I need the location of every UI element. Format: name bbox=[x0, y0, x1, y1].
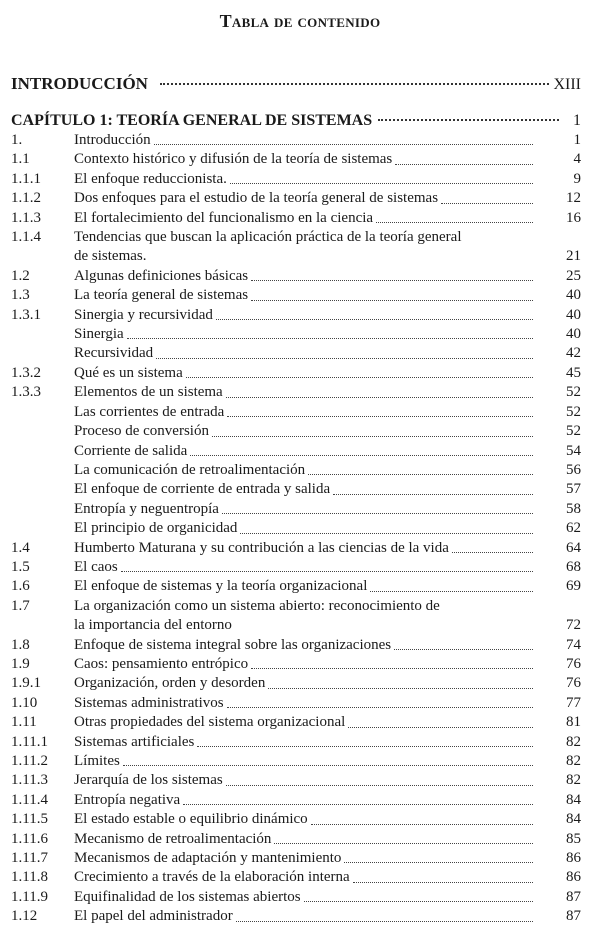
toc-entry-number: 1.11.6 bbox=[11, 830, 48, 847]
toc-entry-number: 1. bbox=[11, 132, 23, 148]
dot-leader bbox=[123, 765, 533, 766]
toc-entry-page: 76 bbox=[566, 675, 581, 692]
toc-entry-title bbox=[74, 383, 551, 402]
dot-leader bbox=[251, 280, 533, 281]
toc-entry-label: Recursividad bbox=[74, 345, 154, 362]
toc-entry-number: 1.1.2 bbox=[11, 190, 41, 207]
toc-entry-title bbox=[74, 403, 551, 422]
dot-leader bbox=[226, 397, 533, 398]
toc-entry-label: Corriente de salida bbox=[74, 442, 188, 459]
dot-leader bbox=[308, 474, 533, 475]
toc-entry-label: El estado estable o equilibrio dinámico bbox=[74, 811, 308, 828]
dot-leader bbox=[251, 668, 533, 669]
toc-entry-title bbox=[74, 888, 551, 907]
toc-entry-number: 1.7 bbox=[11, 597, 30, 614]
toc-entry-page: 4 bbox=[573, 151, 581, 168]
toc-entry[interactable] bbox=[11, 539, 581, 558]
toc-entry-title bbox=[74, 771, 551, 790]
dot-leader bbox=[353, 882, 533, 883]
toc-entry-number: 1.3.1 bbox=[11, 306, 41, 323]
toc-entry-title bbox=[74, 558, 551, 577]
toc-entry[interactable] bbox=[11, 480, 581, 499]
toc-entry-label: Sinergia y recursividad bbox=[74, 306, 213, 323]
toc-entry-title bbox=[74, 150, 551, 169]
toc-entry-label: Organización, orden y desorden bbox=[74, 675, 266, 692]
toc-entry-label: Entropía y neguentropía bbox=[74, 500, 219, 517]
toc-entry-label: Introducción bbox=[74, 132, 151, 148]
toc-entry[interactable] bbox=[11, 713, 581, 732]
dot-leader bbox=[370, 591, 533, 592]
dot-leader bbox=[160, 83, 549, 85]
toc-entry-title bbox=[74, 810, 551, 829]
dot-leader bbox=[190, 455, 533, 456]
dot-leader bbox=[333, 494, 533, 495]
toc-entry-page: 40 bbox=[566, 326, 581, 343]
toc-entry-page: 87 bbox=[566, 908, 581, 925]
toc-entry[interactable] bbox=[11, 733, 581, 752]
toc-entry-page: 12 bbox=[566, 190, 581, 207]
dot-leader bbox=[304, 901, 533, 902]
toc-entry-title bbox=[74, 636, 551, 655]
toc-entry-page: 81 bbox=[566, 714, 581, 731]
toc-entry-page: 58 bbox=[566, 500, 581, 517]
toc-entry-number: 1.1.4 bbox=[11, 229, 41, 246]
toc-entry-label: Otras propiedades del sistema organizacional bbox=[74, 714, 346, 731]
toc-entry-page: 40 bbox=[566, 306, 581, 323]
toc-entry-label: Sistemas administrativos bbox=[74, 694, 224, 711]
toc-entry-title bbox=[74, 733, 551, 752]
toc-entry-page: 64 bbox=[566, 539, 581, 556]
toc-entry-label: El principio de organicidad bbox=[74, 520, 238, 537]
toc-entry-number: 1.11.4 bbox=[11, 791, 48, 808]
dot-leader bbox=[441, 203, 533, 204]
toc-entry-title bbox=[74, 189, 551, 208]
toc-entry-title bbox=[74, 480, 551, 499]
toc-entry[interactable] bbox=[11, 267, 581, 286]
toc-entry-title bbox=[74, 209, 551, 228]
toc-entry[interactable] bbox=[11, 577, 581, 596]
toc-entry[interactable] bbox=[11, 209, 581, 228]
toc-entry-title bbox=[74, 694, 551, 713]
toc-entry-page: 25 bbox=[566, 267, 581, 284]
toc-entry-label: Mecanismo de retroalimentación bbox=[74, 830, 272, 847]
toc-entry-page: 56 bbox=[566, 461, 581, 478]
dot-leader bbox=[251, 300, 533, 301]
toc-entry[interactable] bbox=[11, 189, 581, 208]
dot-leader bbox=[227, 416, 533, 417]
dot-leader bbox=[274, 843, 533, 844]
toc-entry[interactable] bbox=[11, 810, 581, 829]
toc-entry-page: 52 bbox=[566, 384, 581, 401]
toc-entry-label: Las corrientes de entrada bbox=[74, 403, 225, 420]
dot-leader bbox=[344, 862, 533, 863]
dot-leader bbox=[186, 377, 533, 378]
toc-entry-title bbox=[74, 267, 551, 286]
toc-entry-number: 1.1 bbox=[11, 151, 30, 168]
toc-entry-title-line: de sistemas. bbox=[74, 248, 147, 265]
toc-entry-page: 86 bbox=[566, 869, 581, 886]
toc-entry-page: 82 bbox=[566, 772, 581, 789]
dot-leader bbox=[268, 688, 533, 689]
toc-entry-page: 72 bbox=[566, 617, 581, 634]
toc-entry[interactable] bbox=[11, 674, 581, 693]
toc-entry-label: Caos: pensamiento entrópico bbox=[74, 655, 249, 672]
toc-entry-number: 1.11.8 bbox=[11, 869, 48, 886]
toc-entry-title bbox=[74, 752, 551, 771]
dot-leader bbox=[212, 436, 533, 437]
toc-entry-title bbox=[74, 131, 551, 150]
toc-entry-label: El enfoque reduccionista. bbox=[74, 170, 227, 187]
toc-entry[interactable] bbox=[11, 383, 581, 402]
dot-leader bbox=[227, 707, 533, 708]
toc-entry-label: Entropía negativa bbox=[74, 791, 181, 808]
toc-entry-number: 1.5 bbox=[11, 558, 30, 575]
dot-leader bbox=[376, 222, 533, 223]
toc-entry-title bbox=[74, 577, 551, 596]
dot-leader bbox=[216, 319, 533, 320]
toc-entry-title bbox=[74, 364, 551, 383]
toc-entry[interactable] bbox=[11, 500, 581, 519]
toc-entry-title bbox=[74, 442, 551, 461]
toc-entry[interactable] bbox=[11, 131, 581, 150]
toc-entry-page: 52 bbox=[566, 423, 581, 440]
toc-introduction[interactable] bbox=[11, 74, 581, 94]
toc-entry[interactable] bbox=[11, 170, 581, 189]
toc-entry-label: Elementos de un sistema bbox=[74, 384, 223, 401]
toc-entry[interactable] bbox=[11, 228, 581, 267]
toc-entry-number: 1.11.9 bbox=[11, 888, 48, 905]
toc-entry-title bbox=[74, 597, 551, 636]
toc-entry-label: El fortalecimiento del funcionalismo en la ciencia bbox=[74, 209, 374, 226]
toc-entry-page: 82 bbox=[566, 733, 581, 750]
toc-entry-title-line: la importancia del entorno bbox=[74, 617, 232, 634]
page-title: Tabla de contenido bbox=[219, 11, 381, 31]
toc-entry-label: El enfoque de corriente de entrada y salida bbox=[74, 481, 331, 498]
toc-entry-title-line: Tendencias que buscan la aplicación práctica de la teoría general bbox=[74, 229, 462, 246]
toc-entry-label: Contexto histórico y difusión de la teoría de sistemas bbox=[74, 151, 393, 168]
toc-entry[interactable] bbox=[11, 461, 581, 480]
toc-entry[interactable] bbox=[11, 344, 581, 363]
toc-entry-number: 1.9 bbox=[11, 655, 30, 672]
toc-entry-label: Dos enfoques para el estudio de la teoría general de sistemas bbox=[74, 190, 439, 207]
toc-entry-page: 9 bbox=[573, 170, 581, 187]
dot-leader bbox=[230, 183, 533, 184]
toc-entry[interactable] bbox=[11, 306, 581, 325]
toc-entry-number: 1.3.3 bbox=[11, 384, 41, 401]
toc-entry-title bbox=[74, 325, 551, 344]
dot-leader bbox=[240, 533, 533, 534]
toc-entry-page: 52 bbox=[566, 403, 581, 420]
dot-leader bbox=[121, 571, 533, 572]
toc-entry-number: 1.11.2 bbox=[11, 753, 48, 769]
toc-entry-title bbox=[74, 519, 551, 538]
toc-entry-page: 21 bbox=[566, 248, 581, 265]
toc-entry-label: Límites bbox=[74, 753, 120, 769]
toc-entry-label: El papel del administrador bbox=[74, 908, 233, 925]
toc-entry-title bbox=[74, 830, 551, 849]
dot-leader bbox=[378, 119, 559, 121]
toc-entry-title bbox=[74, 713, 551, 732]
dot-leader bbox=[394, 649, 533, 650]
dot-leader bbox=[311, 824, 533, 825]
toc-entry-number: 1.11.3 bbox=[11, 772, 48, 789]
toc-entry[interactable] bbox=[11, 442, 581, 461]
toc-entry-page: 57 bbox=[566, 481, 581, 498]
toc-entry-number: 1.11 bbox=[11, 714, 37, 731]
toc-entry-page: 62 bbox=[566, 520, 581, 537]
toc-entry-title bbox=[74, 306, 551, 325]
toc-entry-title bbox=[74, 170, 551, 189]
dot-leader bbox=[226, 785, 533, 786]
toc-entry-page: 74 bbox=[566, 636, 581, 653]
toc-entry[interactable] bbox=[11, 597, 581, 636]
toc-entry-title bbox=[74, 791, 551, 810]
dot-leader bbox=[154, 144, 533, 145]
toc-entry-label: Equifinalidad de los sistemas abiertos bbox=[74, 888, 301, 905]
toc-entry[interactable] bbox=[11, 636, 581, 655]
dot-leader bbox=[156, 358, 533, 359]
toc-entry-label: Proceso de conversión bbox=[74, 423, 209, 440]
toc-entry-label: La teoría general de sistemas bbox=[74, 287, 249, 304]
introduction-page: XIII bbox=[553, 76, 581, 93]
toc-entry[interactable] bbox=[11, 694, 581, 713]
toc-entry[interactable] bbox=[11, 325, 581, 344]
toc-entry-label: Algunas definiciones básicas bbox=[74, 267, 249, 284]
toc-entry-label: Qué es un sistema bbox=[74, 364, 183, 381]
toc-entry[interactable] bbox=[11, 403, 581, 422]
toc-entry-label: Jerarquía de los sistemas bbox=[74, 772, 223, 789]
toc-entry-title bbox=[74, 539, 551, 558]
toc-entry-number: 1.11.5 bbox=[11, 811, 48, 828]
toc-entry-title-line: La organización como un sistema abierto: reconocimiento de bbox=[74, 597, 440, 614]
toc-entry-number: 1.4 bbox=[11, 539, 30, 556]
toc-entry[interactable] bbox=[11, 655, 581, 674]
chapter-page: 1 bbox=[573, 112, 581, 129]
toc-entry-number: 1.11.1 bbox=[11, 733, 48, 750]
toc-entry[interactable] bbox=[11, 771, 581, 790]
toc-entry-title bbox=[74, 868, 551, 887]
toc-entry-number: 1.9.1 bbox=[11, 675, 41, 692]
dot-leader bbox=[183, 804, 533, 805]
toc-entry[interactable] bbox=[11, 364, 581, 383]
toc-entry-number: 1.8 bbox=[11, 636, 30, 653]
toc-entry-page: 69 bbox=[566, 578, 581, 595]
dot-leader bbox=[222, 513, 533, 514]
toc-entry-page: 84 bbox=[566, 811, 581, 828]
toc-chapter-1[interactable] bbox=[11, 112, 581, 130]
toc-entry-number: 1.3 bbox=[11, 287, 30, 304]
toc-entry[interactable] bbox=[11, 868, 581, 887]
toc-entry-page: 85 bbox=[566, 830, 581, 847]
chapter-label: CAPÍTULO 1: TEORÍA GENERAL DE SISTEMAS bbox=[11, 112, 373, 129]
toc-entry-number: 1.1.3 bbox=[11, 209, 41, 226]
toc-entry-page: 84 bbox=[566, 791, 581, 808]
toc-entry-page: 16 bbox=[566, 209, 581, 226]
toc-entry-label: Mecanismos de adaptación y mantenimiento bbox=[74, 850, 342, 867]
toc-entry-title bbox=[74, 907, 551, 926]
toc-entry-title bbox=[74, 461, 551, 480]
toc-entry-page: 77 bbox=[566, 694, 581, 711]
toc-entry-number: 1.10 bbox=[11, 694, 38, 711]
toc-entry-label: Sinergia bbox=[74, 326, 124, 343]
toc-entry-number: 1.6 bbox=[11, 578, 30, 595]
toc-entry-number: 1.3.2 bbox=[11, 364, 41, 381]
toc-entry[interactable] bbox=[11, 286, 581, 305]
toc-entry-label: Humberto Maturana y su contribución a las ciencias de la vida bbox=[74, 539, 449, 556]
toc-entry-title bbox=[74, 500, 551, 519]
introduction-label: INTRODUCCIÓN bbox=[11, 74, 148, 93]
toc-entry-page: 40 bbox=[566, 287, 581, 304]
toc-entry[interactable] bbox=[11, 888, 581, 907]
toc-entry[interactable] bbox=[11, 752, 581, 771]
toc-entry-page: 68 bbox=[566, 558, 581, 575]
toc-entry-label: El enfoque de sistemas y la teoría organizacional bbox=[74, 578, 368, 595]
toc-entry-number: 1.11.7 bbox=[11, 850, 48, 867]
toc-entry-page: 87 bbox=[566, 888, 581, 905]
toc-entry-label: El caos bbox=[74, 558, 118, 575]
toc-entry-label: Sistemas artificiales bbox=[74, 733, 195, 750]
toc-entry-page: 86 bbox=[566, 850, 581, 867]
dot-leader bbox=[395, 164, 533, 165]
toc-entry-label: La comunicación de retroalimentación bbox=[74, 461, 306, 478]
dot-leader bbox=[197, 746, 533, 747]
toc-entry-page: 45 bbox=[566, 364, 581, 381]
toc-entry-number: 1.1.1 bbox=[11, 170, 41, 187]
toc-entries bbox=[11, 131, 581, 927]
toc-entry-title bbox=[74, 655, 551, 674]
toc-entry-title bbox=[74, 228, 551, 267]
dot-leader bbox=[348, 727, 533, 728]
toc-entry[interactable] bbox=[11, 849, 581, 868]
toc-entry[interactable] bbox=[11, 907, 581, 926]
toc-entry-page: 82 bbox=[566, 753, 581, 769]
toc-entry-page: 54 bbox=[566, 442, 581, 459]
toc-entry-number: 1.12 bbox=[11, 908, 38, 925]
toc-entry[interactable] bbox=[11, 422, 581, 441]
toc-entry[interactable] bbox=[11, 150, 581, 169]
dot-leader bbox=[236, 921, 533, 922]
dot-leader bbox=[127, 338, 533, 339]
toc-entry-label: Enfoque de sistema integral sobre las organizaciones bbox=[74, 636, 392, 653]
toc-entry-title bbox=[74, 849, 551, 868]
toc-entry-title bbox=[74, 422, 551, 441]
toc-entry-title bbox=[74, 674, 551, 693]
toc-entry-label: Crecimiento a través de la elaboración interna bbox=[74, 869, 350, 886]
toc-entry-number: 1.2 bbox=[11, 267, 30, 284]
toc-entry[interactable] bbox=[11, 791, 581, 810]
toc-entry-title bbox=[74, 344, 551, 363]
toc-entry-page: 76 bbox=[566, 655, 581, 672]
toc-entry-title bbox=[74, 286, 551, 305]
dot-leader bbox=[452, 552, 533, 553]
toc-entry-page: 1 bbox=[573, 132, 581, 148]
toc-entry[interactable] bbox=[11, 558, 581, 577]
toc-entry[interactable] bbox=[11, 830, 581, 849]
toc-entry-page: 42 bbox=[566, 345, 581, 362]
toc-entry[interactable] bbox=[11, 519, 581, 538]
